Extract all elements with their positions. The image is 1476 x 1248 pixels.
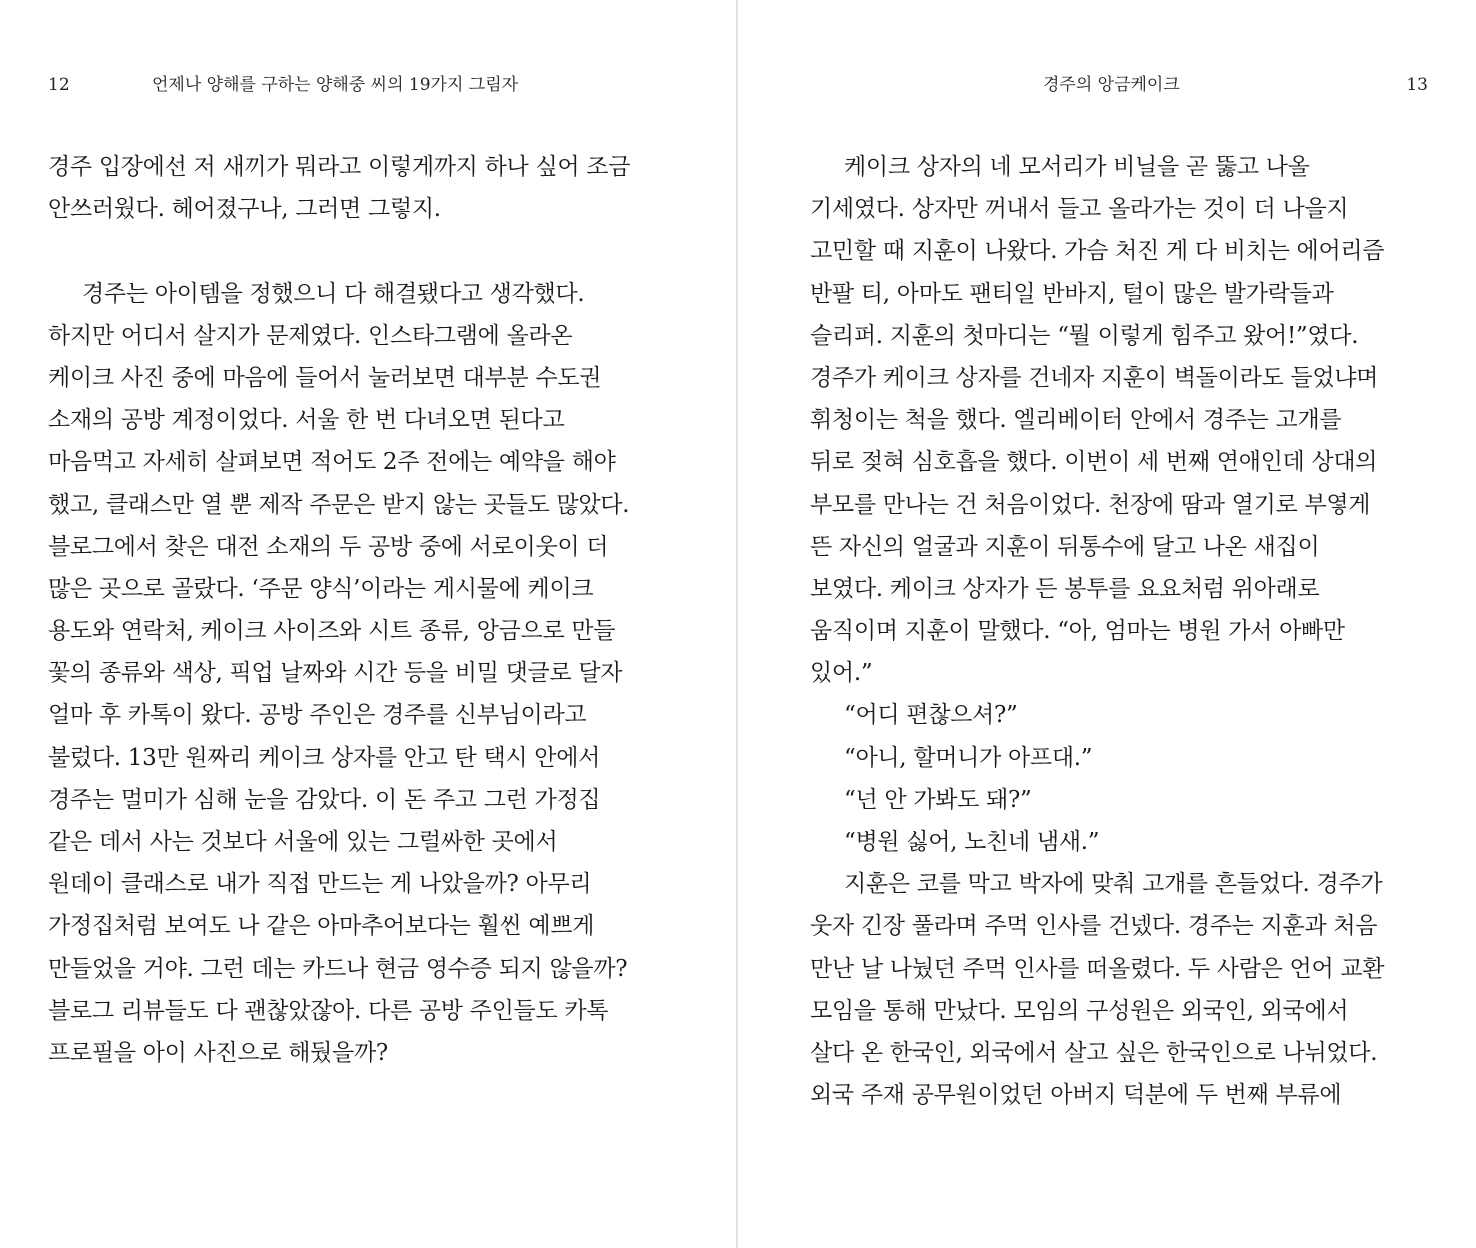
- text-line: 만난 날 나눴던 주먹 인사를 떠올렸다. 두 사람은 언어 교환: [810, 955, 1385, 982]
- text-line: 반팔 티, 아마도 팬티일 반바지, 털이 많은 발가락들과: [810, 280, 1334, 307]
- body-text[interactable]: [48, 146, 688, 1074]
- text-line: 케이크 사진 중에 마음에 들어서 눌러보면 대부분 수도권: [48, 364, 602, 391]
- text-line: “어디 편찮으셔?”: [844, 702, 1018, 729]
- text-line: 경주 입장에선 저 새끼가 뭐라고 이렇게까지 하나 싶어 조금: [48, 154, 631, 180]
- text-line: 원데이 클래스로 내가 직접 만드는 게 나았을까? 아무리: [48, 871, 592, 898]
- text-line: 가정집처럼 보여도 나 같은 아마추어보다는 훨씬 예쁘게: [48, 913, 595, 940]
- text-line: 얼마 후 카톡이 왔다. 공방 주인은 경주를 신부님이라고: [48, 702, 587, 729]
- text-line: 고민할 때 지훈이 나왔다. 가슴 처진 게 다 비치는 에어리즘: [810, 238, 1385, 265]
- text-line: 케이크 상자의 네 모서리가 비닐을 곧 뚫고 나올: [844, 154, 1310, 180]
- text-line: 불렀다. 13만 원짜리 케이크 상자를 안고 탄 택시 안에서: [48, 744, 601, 771]
- text-line: 소재의 공방 계정이었다. 서울 한 번 다녀오면 된다고: [48, 407, 565, 434]
- text-line: 지훈은 코를 막고 박자에 맞춰 고개를 흔들었다. 경주가: [844, 871, 1383, 898]
- text-line: 보였다. 케이크 상자가 든 봉투를 요요처럼 위아래로: [810, 575, 1320, 602]
- text-line: 경주가 케이크 상자를 건네자 지훈이 벽돌이라도 들었냐며: [810, 364, 1379, 391]
- blank-line: [48, 230, 688, 272]
- page-number: 13: [1406, 75, 1428, 95]
- text-line: 있어.”: [810, 660, 873, 687]
- text-line: 같은 데서 사는 것보다 서울에 있는 그럴싸한 곳에서: [48, 829, 558, 855]
- text-line: 휘청이는 척을 했다. 엘리베이터 안에서 경주는 고개를: [810, 407, 1342, 434]
- running-head: 경주의 앙금케이크: [1043, 75, 1180, 95]
- text-line: 뒤로 젖혀 심호흡을 했다. 이번이 세 번째 연애인데 상대의: [810, 449, 1378, 476]
- text-line: “아니, 할머니가 아프대.”: [844, 744, 1093, 771]
- text-line: 경주는 아이템을 정했으니 다 해결됐다고 생각했다.: [82, 280, 585, 307]
- text-line: 블로그 리뷰들도 다 괜찮았잖아. 다른 공방 주인들도 카톡: [48, 997, 609, 1024]
- text-line: 마음먹고 자세히 살펴보면 적어도 2주 전에는 예약을 해야: [48, 449, 616, 476]
- text-line: 프로필을 아이 사진으로 해뒀을까?: [48, 1039, 388, 1066]
- page-number: 12: [48, 75, 70, 95]
- text-line: 부모를 만나는 건 처음이었다. 천장에 땀과 열기로 부옇게: [810, 491, 1371, 518]
- text-line: 안쓰러웠다. 헤어졌구나, 그러면 그렇지.: [48, 196, 441, 223]
- running-head: 언제나 양해를 구하는 양해중 씨의 19가지 그림자: [152, 75, 519, 95]
- body-text[interactable]: [810, 146, 1450, 1116]
- text-line: 블로그에서 찾은 대전 소재의 두 공방 중에 서로이웃이 더: [48, 533, 609, 560]
- text-line: 슬리퍼. 지훈의 첫마디는 “뭘 이렇게 힘주고 왔어!”였다.: [810, 322, 1359, 349]
- right-page: [738, 0, 1476, 1248]
- text-line: 용도와 연락처, 케이크 사이즈와 시트 종류, 앙금으로 만들: [48, 618, 616, 645]
- text-line: “넌 안 가봐도 돼?”: [844, 786, 1032, 813]
- text-line: 하지만 어디서 살지가 문제였다. 인스타그램에 올라온: [48, 322, 573, 349]
- text-line: 살다 온 한국인, 외국에서 살고 싶은 한국인으로 나뉘었다.: [810, 1039, 1378, 1066]
- text-line: 웃자 긴장 풀라며 주먹 인사를 건넸다. 경주는 지훈과 처음: [810, 913, 1378, 940]
- text-line: 기세였다. 상자만 꺼내서 들고 올라가는 것이 더 나을지: [810, 196, 1349, 223]
- text-line: 만들었을 거야. 그런 데는 카드나 현금 영수증 되지 않을까?: [48, 955, 628, 982]
- text-line: 했고, 클래스만 열 뿐 제작 주문은 받지 않는 곳들도 많았다.: [48, 491, 630, 518]
- text-line: 모임을 통해 만났다. 모임의 구성원은 외국인, 외국에서: [810, 997, 1349, 1024]
- text-line: “병원 싫어, 노친네 냄새.”: [844, 829, 1100, 855]
- text-line: 외국 주재 공무원이었던 아버지 덕분에 두 번째 부류에: [810, 1082, 1342, 1109]
- left-page: [0, 0, 736, 1248]
- text-line: 움직이며 지훈이 말했다. “아, 엄마는 병원 가서 아빠만: [810, 618, 1345, 645]
- text-line: 경주는 멀미가 심해 눈을 감았다. 이 돈 주고 그런 가정집: [48, 786, 601, 813]
- text-line: 꽃의 종류와 색상, 픽업 날짜와 시간 등을 비밀 댓글로 달자: [48, 660, 623, 687]
- text-line: 뜬 자신의 얼굴과 지훈이 뒤통수에 달고 나온 새집이: [810, 533, 1320, 560]
- text-line: 많은 곳으로 골랐다. ‘주문 양식’이라는 게시물에 케이크: [48, 575, 594, 602]
